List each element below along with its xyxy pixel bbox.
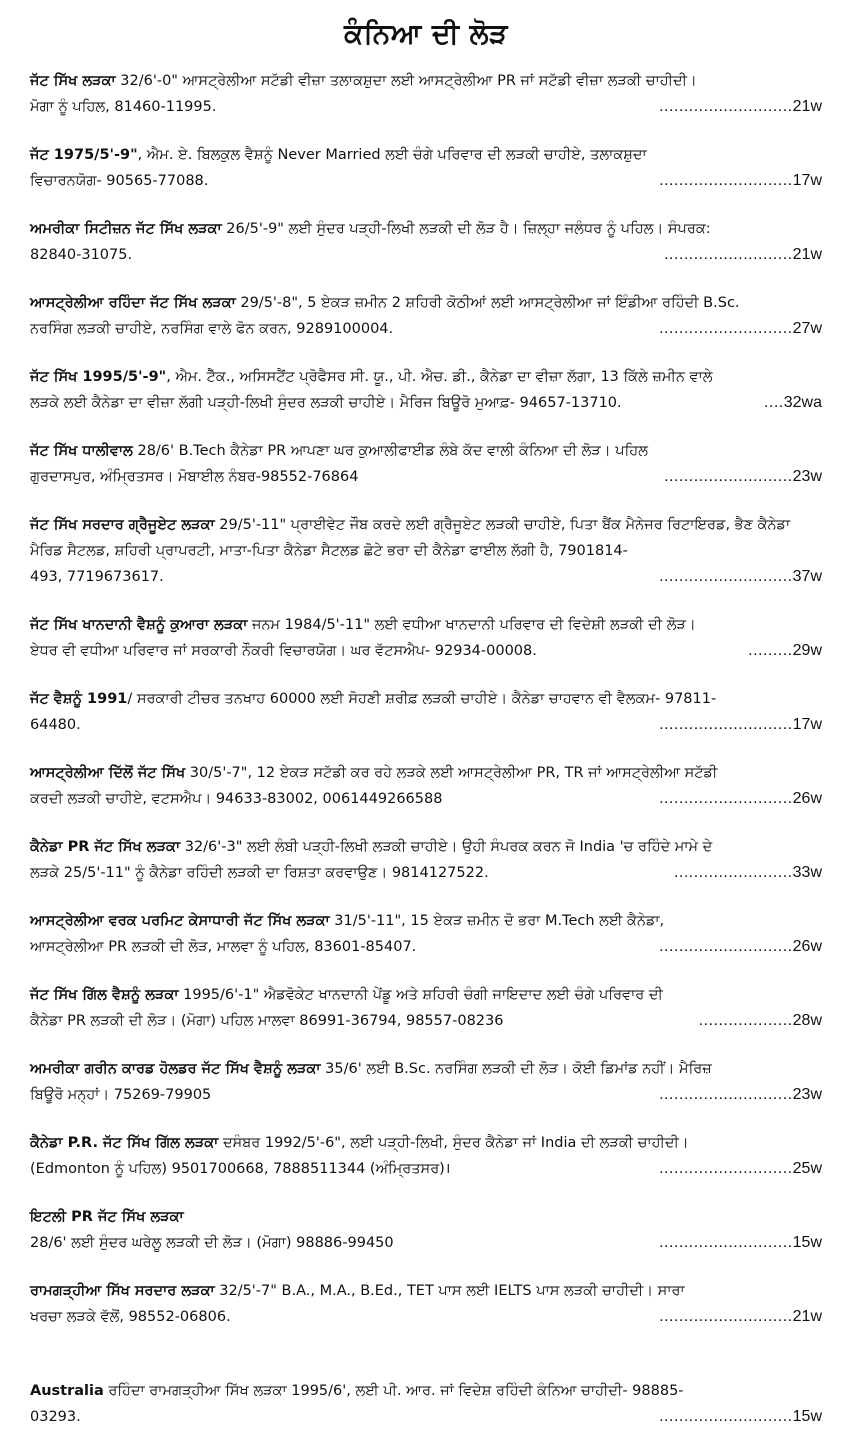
ad-contact: (Edmonton ਨੂੰ ਪਹਿਲ) 9501700668, 7888511344 (ਅੰਮ੍ਰਿਤਸਰ)।	[30, 1161, 451, 1177]
classified-ad	[30, 68, 822, 120]
ad-code	[653, 712, 822, 738]
ad-contact: ਕਰਦੀ ਲੜਕੀ ਚਾਹੀਏ, ਵਟਸਐਪ। 94633-83002, 0061449266588	[30, 791, 443, 807]
ad-body	[30, 1204, 822, 1230]
ad-leader-dots: ...........................	[659, 790, 793, 807]
ad-contact: ਆਸਟ੍ਰੇਲੀਆ PR ਲੜਕੀ ਦੀ ਲੋੜ, ਮਾਲਵਾ ਨੂੰ ਪਹਿਲ, 83601-85407.	[30, 939, 417, 955]
ad-leader-dots: ..........................	[664, 468, 793, 485]
ad-leader-dots: ...........................	[659, 1160, 793, 1177]
ad-code-value: 21w	[792, 1308, 822, 1325]
ad-body	[30, 216, 822, 242]
ad-contact: ਏਧਰ ਵੀ ਵਧੀਆ ਪਰਿਵਾਰ ਜਾਂ ਸਰਕਾਰੀ ਨੌਕਰੀ ਵਿਚਾਰਯੋਗ। ਘਰ ਵੱਟਸਐਪ- 92934-00008.	[30, 643, 537, 659]
ad-lead: ਜੱਟ ਸਿੱਖ 1995/5'-9"	[30, 369, 167, 385]
ad-lead: ਜੱਟ ਸਿੱਖ ਖਾਨਦਾਨੀ ਵੈਸ਼ਨੂੰ ਕੁਆਰਾ ਲੜਕਾ	[30, 617, 248, 633]
ad-code-value: 33w	[792, 864, 822, 881]
ad-text: ਦਸੰਬਰ 1992/5'-6", ਲਈ ਪੜ੍ਹੀ-ਲਿਖੀ, ਸੁੰਦਰ ਕੈਨੇਡਾ ਜਾਂ India ਦੀ ਲੜਕੀ ਚਾਹੀਦੀ।	[218, 1135, 689, 1151]
ad-leader-dots: ...........................	[659, 172, 793, 189]
ad-leader-dots: ...........................	[659, 938, 793, 955]
classified-ad	[30, 290, 822, 342]
ad-code	[758, 390, 822, 416]
classified-ad	[30, 760, 822, 812]
ad-footer	[30, 786, 822, 812]
ad-lead: ਜੱਟ 1975/5'-9"	[30, 147, 138, 163]
ad-code-value: 17w	[792, 716, 822, 733]
ad-code	[653, 786, 822, 812]
classified-ad	[30, 438, 822, 490]
ad-text: / ਸਰਕਾਰੀ ਟੀਚਰ ਤਨਖਾਹ 60000 ਲਈ ਸੋਹਣੀ ਸ਼ਰੀਫ਼ ਲੜਕੀ ਚਾਹੀਏ। ਕੈਨੇਡਾ ਚਾਹਵਾਨ ਵੀ ਵੈਲਕਮ- 97811-	[127, 691, 717, 707]
ad-code-value: 29w	[792, 642, 822, 659]
ad-lead: ਜੱਟ ਸਿੱਖ ਸਰਦਾਰ ਗ੍ਰੈਜੂਏਟ ਲੜਕਾ	[30, 517, 215, 533]
ad-text: 26/5'-9" ਲਈ ਸੁੰਦਰ ਪੜ੍ਹੀ-ਲਿਖੀ ਲੜਕੀ ਦੀ ਲੋੜ ਹੈ। ਜ਼ਿਲ੍ਹਾ ਜਲੰਧਰ ਨੂੰ ਪਹਿਲ। ਸੰਪਰਕ:	[221, 221, 711, 237]
ad-contact: ਬਿਊਰੋ ਮਨ੍ਹਾਂ। 75269-79905	[30, 1087, 212, 1103]
ad-lead: ਕੈਨੇਡਾ P.R. ਜੱਟ ਸਿੱਖ ਗਿੱਲ ਲੜਕਾ	[30, 1135, 219, 1151]
ad-body	[30, 1378, 822, 1404]
ad-text: , ਐਮ. ਏ. ਬਿਲਕੁਲ ਵੈਸ਼ਨੂੰ Never Married ਲਈ ਚੰਗੇ ਪਰਿਵਾਰ ਦੀ ਲੜਕੀ ਚਾਹੀਏ, ਤਲਾਕਸ਼ੁਦਾ	[137, 147, 647, 163]
ad-code-value: 37w	[792, 568, 822, 585]
ad-leader-dots: ...........................	[659, 320, 793, 337]
ad-contact: 03293.	[30, 1409, 81, 1425]
ad-contact: 28/6' ਲਈ ਸੁੰਦਰ ਘਰੇਲੂ ਲੜਕੀ ਦੀ ਲੋੜ। (ਮੋਗਾ) 98886-99450	[30, 1235, 394, 1251]
ad-leader-dots: ..........................	[664, 246, 793, 263]
ad-code-value: 26w	[792, 790, 822, 807]
ad-lead: ਕੈਨੇਡਾ PR ਜੱਟ ਸਿੱਖ ਲੜਕਾ	[30, 839, 181, 855]
classified-ad	[30, 908, 822, 960]
ad-contact: ਲੜਕੇ 25/5'-11" ਨੂੰ ਕੈਨੇਡਾ ਰਹਿੰਦੀ ਲੜਕੀ ਦਾ ਰਿਸ਼ਤਾ ਕਰਵਾਉਣ। 9814127522.	[30, 865, 489, 881]
ad-body	[30, 982, 822, 1008]
ad-footer	[30, 1082, 822, 1108]
ad-leader-dots: ...........................	[659, 1086, 793, 1103]
classified-ad	[30, 982, 822, 1034]
ad-body	[30, 438, 822, 464]
ad-footer	[30, 316, 822, 342]
ad-text: 35/6' ਲਈ B.Sc. ਨਰਸਿੰਗ ਲੜਕੀ ਦੀ ਲੋੜ। ਕੋਈ ਡਿਮਾਂਡ ਨਹੀਂ। ਮੈਰਿਜ਼	[320, 1061, 712, 1077]
classified-ad	[30, 1204, 822, 1256]
ad-code-value: 17w	[792, 172, 822, 189]
ad-leader-dots: ...................	[698, 1012, 793, 1029]
ad-text: 30/5'-7", 12 ਏਕੜ ਸਟੱਡੀ ਕਰ ਰਹੇ ਲੜਕੇ ਲਈ ਆਸਟ੍ਰੇਲੀਆ PR, TR ਜਾਂ ਆਸਟ੍ਰੇਲੀਆ ਸਟੱਡੀ	[185, 765, 718, 781]
ad-contact: ਖਰਚਾ ਲੜਕੇ ਵੱਲੋਂ, 98552-06806.	[30, 1309, 231, 1325]
ad-code	[653, 168, 822, 194]
classified-ad	[30, 686, 822, 738]
classified-ad	[30, 834, 822, 886]
ad-footer	[30, 1230, 822, 1256]
classified-ad	[30, 512, 822, 590]
ad-body	[30, 612, 822, 638]
ad-text: 32/6'-3" ਲਈ ਲੰਬੀ ਪੜ੍ਹੀ-ਲਿਖੀ ਲੜਕੀ ਚਾਹੀਏ। ਉਹੀ ਸੰਪਰਕ ਕਰਨ ਜੋ India 'ਚ ਰਹਿੰਦੇ ਮਾਮੇ ਦੇ	[180, 839, 713, 855]
ad-footer	[30, 934, 822, 960]
ad-code	[742, 638, 822, 664]
ad-text: 32/6'-0" ਆਸਟ੍ਰੇਲੀਆ ਸਟੱਡੀ ਵੀਜ਼ਾ ਤਲਾਕਸ਼ੁਦਾ ਲਈ ਆਸਟ੍ਰੇਲੀਆ PR ਜਾਂ ਸਟੱਡੀ ਵੀਜ਼ਾ ਲੜਕੀ ਚਾਹੀਦੀ।	[115, 73, 697, 89]
ad-footer	[30, 464, 822, 490]
ad-body	[30, 760, 822, 786]
ad-footer	[30, 168, 822, 194]
ad-text: , ਐਮ. ਟੈੱਕ., ਅਸਿਸਟੈਂਟ ਪ੍ਰੋਫੈਸਰ ਸੀ. ਯੂ., ਪੀ. ਐਚ. ਡੀ., ਕੈਨੇਡਾ ਦਾ ਵੀਜ਼ਾ ਲੱਗਾ, 13 ਕਿੱਲੇ ਜ਼ਮੀਨ ਵਾਲੇ	[166, 369, 713, 385]
ad-text: 29/5'-8", 5 ਏਕੜ ਜ਼ਮੀਨ 2 ਸ਼ਹਿਰੀ ਕੋਠੀਆਂ ਲਈ ਆਸਟ੍ਰੇਲੀਆ ਜਾਂ ਇੰਡੀਆ ਰਹਿੰਦੀ B.Sc.	[235, 295, 740, 311]
ad-code	[653, 316, 822, 342]
ad-body	[30, 290, 822, 316]
ad-body	[30, 908, 822, 934]
ad-lead: ਜੱਟ ਸਿੱਖ ਗਿੱਲ ਵੈਸ਼ਨੂੰ ਲੜਕਾ	[30, 987, 179, 1003]
ad-lead: ਆਸਟ੍ਰੇਲੀਆ ਰਹਿੰਦਾ ਜੱਟ ਸਿੱਖ ਲੜਕਾ	[30, 295, 236, 311]
ad-contact: 493, 7719673617.	[30, 569, 164, 585]
ad-footer	[30, 638, 822, 664]
ad-code	[658, 464, 822, 490]
page-title: ਕੰਨਿਆ ਦੀ ਲੋੜ	[344, 17, 508, 50]
ad-leader-dots: ...........................	[659, 716, 793, 733]
ad-code	[658, 242, 822, 268]
ad-text: 28/6' B.Tech ਕੈਨੇਡਾ PR ਆਪਣਾ ਘਰ ਕੁਆਲੀਫਾਈਡ ਲੰਬੇ ਕੱਦ ਵਾਲੀ ਕੰਨਿਆ ਦੀ ਲੋੜ। ਪਹਿਲ	[132, 443, 648, 459]
ad-body	[30, 834, 822, 860]
classified-ad	[30, 1378, 822, 1430]
ad-code-value: 21w	[792, 246, 822, 263]
ad-footer	[30, 1156, 822, 1182]
ad-footer	[30, 860, 822, 886]
ads-list	[30, 68, 822, 1430]
ad-contact: 82840-31075.	[30, 247, 133, 263]
ad-footer	[30, 712, 822, 738]
ad-leader-dots: ...........................	[659, 1408, 793, 1425]
ad-text: 1995/6'-1" ਐਡਵੋਕੇਟ ਖਾਨਦਾਨੀ ਪੇਂਡੂ ਅਤੇ ਸ਼ਹਿਰੀ ਚੰਗੀ ਜਾਇਦਾਦ ਲਈ ਚੰਗੇ ਪਰਿਵਾਰ ਦੀ	[178, 987, 663, 1003]
ad-code-value: 23w	[792, 1086, 822, 1103]
ad-footer	[30, 1404, 822, 1430]
ad-lead: ਜੱਟ ਸਿੱਖ ਲੜਕਾ	[30, 73, 116, 89]
ad-text: 32/5'-7" B.A., M.A., B.Ed., TET ਪਾਸ ਲਈ IELTS ਪਾਸ ਲੜਕੀ ਚਾਹੀਦੀ। ਸਾਰਾ	[214, 1283, 685, 1299]
ad-code	[653, 1304, 822, 1330]
ad-code	[653, 1082, 822, 1108]
ad-body	[30, 142, 822, 168]
ad-lead: ਜੱਟ ਸਿੱਖ ਧਾਲੀਵਾਲ	[30, 443, 133, 459]
ad-text: 29/5'-11" ਪ੍ਰਾਈਵੇਟ ਜੌਬ ਕਰਦੇ ਲਈ ਗ੍ਰੈਜੂਏਟ ਲੜਕੀ ਚਾਹੀਏ, ਪਿਤਾ ਬੈਂਕ ਮੈਨੇਜਰ ਰਿਟਾਇਰਡ, ਭੈਣ ਕੈਨੇਡਾ ਮੈਰਿਡ ਸੈਟਲਡ, ਸ਼ਹਿਰੀ ਪ੍ਰਾਪਰਟੀ, ਮਾਤਾ-ਪਿਤਾ ਕੈਨੇਡਾ ਸੈਟਲਡ ਛੋਟੇ ਭਰਾ ਦੀ ਕੈਨੇਡਾ ਫਾਈਲ ਲੱਗੀ ਹੈ, 7901814-	[30, 517, 791, 559]
ad-contact: ਲੜਕੇ ਲਈ ਕੈਨੇਡਾ ਦਾ ਵੀਜ਼ਾ ਲੱਗੀ ਪੜ੍ਹੀ-ਲਿਖੀ ਸੁੰਦਰ ਲੜਕੀ ਚਾਹੀਏ। ਮੈਰਿਜ ਬਿਊਰੋ ਮੁਆਫ਼- 94657-13710.	[30, 395, 622, 411]
ad-code	[653, 934, 822, 960]
ad-code-value: 15w	[792, 1234, 822, 1251]
classified-ad	[30, 142, 822, 194]
ad-code-value: 23w	[792, 468, 822, 485]
ad-code	[653, 1156, 822, 1182]
ad-lead: ਅਮਰੀਕਾ ਸਿਟੀਜ਼ਨ ਜੱਟ ਸਿੱਖ ਲੜਕਾ	[30, 221, 222, 237]
ad-contact: ਕੈਨੇਡਾ PR ਲੜਕੀ ਦੀ ਲੋੜ। (ਮੋਗਾ) ਪਹਿਲ ਮਾਲਵਾ 86991-36794, 98557-08236	[30, 1013, 504, 1029]
ad-code	[653, 94, 822, 120]
ad-footer	[30, 1304, 822, 1330]
ad-code	[668, 860, 822, 886]
ad-leader-dots: ...........................	[659, 1234, 793, 1251]
ad-lead: ਆਸਟ੍ਰੇਲੀਆ ਵਰਕ ਪਰਮਿਟ ਕੇਸਾਧਾਰੀ ਜੱਟ ਸਿੱਖ ਲੜਕਾ	[30, 913, 330, 929]
ad-footer	[30, 242, 822, 268]
ad-code	[653, 1404, 822, 1430]
classified-ad	[30, 216, 822, 268]
ad-leader-dots: ...........................	[659, 568, 793, 585]
ad-leader-dots: ....	[763, 394, 784, 411]
ad-lead: ਇਟਲੀ PR ਜੱਟ ਸਿੱਖ ਲੜਕਾ	[30, 1209, 184, 1225]
ad-leader-dots: ...........................	[659, 98, 793, 115]
ad-lead: ਆਸਟ੍ਰੇਲੀਆ ਦਿੱਲੋਂ ਜੱਟ ਸਿੱਖ	[30, 765, 186, 781]
ad-body	[30, 364, 822, 390]
ad-lead: ਜੱਟ ਵੈਸ਼ਨੂੰ 1991	[30, 691, 128, 707]
ad-code	[653, 564, 822, 590]
ad-code	[653, 1230, 822, 1256]
classified-ad	[30, 612, 822, 664]
ad-leader-dots: .........	[748, 642, 793, 659]
ad-body	[30, 1130, 822, 1156]
ad-footer	[30, 390, 822, 416]
ad-code-value: 28w	[792, 1012, 822, 1029]
ad-body	[30, 686, 822, 712]
ad-contact: ਗੁਰਦਾਸਪੁਰ, ਅੰਮ੍ਰਿਤਸਰ। ਮੋਬਾਈਲ ਨੰਬਰ-98552-76864	[30, 469, 359, 485]
classified-ad	[30, 1278, 822, 1330]
ad-contact: ਨਰਸਿੰਗ ਲੜਕੀ ਚਾਹੀਏ, ਨਰਸਿੰਗ ਵਾਲੇ ਫੋਨ ਕਰਨ, 9289100004.	[30, 321, 394, 337]
ad-body	[30, 68, 822, 94]
ad-footer	[30, 94, 822, 120]
ad-code-value: 15w	[792, 1408, 822, 1425]
ad-leader-dots: ...........................	[659, 1308, 793, 1325]
ad-code	[693, 1008, 822, 1034]
ad-lead: ਅਮਰੀਕਾ ਗਰੀਨ ਕਾਰਡ ਹੋਲਡਰ ਜੱਟ ਸਿੱਖ ਵੈਸ਼ਨੂੰ ਲੜਕਾ	[30, 1061, 321, 1077]
ad-text: 31/5'-11", 15 ਏਕੜ ਜ਼ਮੀਨ ਦੋ ਭਰਾ M.Tech ਲਈ ਕੈਨੇਡਾ,	[329, 913, 665, 929]
ad-body	[30, 512, 822, 564]
ad-body	[30, 1278, 822, 1304]
ad-code-value: 27w	[792, 320, 822, 337]
ad-lead: Australia	[30, 1383, 104, 1399]
ad-lead: ਰਾਮਗੜ੍ਹੀਆ ਸਿੱਖ ਸਰਦਾਰ ਲੜਕਾ	[30, 1283, 215, 1299]
ad-body	[30, 1056, 822, 1082]
ad-code-value: 21w	[792, 98, 822, 115]
ad-contact: ਵਿਚਾਰਨਯੋਗ- 90565-77088.	[30, 173, 209, 189]
ad-footer	[30, 1008, 822, 1034]
ad-text: ਰਹਿੰਦਾ ਰਾਮਗੜ੍ਹੀਆ ਸਿੱਖ ਲੜਕਾ 1995/6', ਲਈ ਪੀ. ਆਰ. ਜਾਂ ਵਿਦੇਸ਼ ਰਹਿੰਦੀ ਕੰਨਿਆ ਚਾਹੀਦੀ- 98885-	[103, 1383, 684, 1399]
ad-contact: 64480.	[30, 717, 81, 733]
ad-code-value: 32wa	[783, 394, 822, 411]
ad-code-value: 26w	[792, 938, 822, 955]
ad-leader-dots: ........................	[673, 864, 793, 881]
classified-ad	[30, 1130, 822, 1182]
ad-footer	[30, 564, 822, 590]
classified-ad	[30, 364, 822, 416]
classified-ad	[30, 1056, 822, 1108]
ad-contact: ਮੋਗਾ ਨੂੰ ਪਹਿਲ, 81460-11995.	[30, 99, 217, 115]
ad-code-value: 25w	[792, 1160, 822, 1177]
ad-text: ਜਨਮ 1984/5'-11" ਲਈ ਵਧੀਆ ਖਾਨਦਾਨੀ ਪਰਿਵਾਰ ਦੀ ਵਿਦੇਸ਼ੀ ਲੜਕੀ ਦੀ ਲੋੜ।	[247, 617, 696, 633]
